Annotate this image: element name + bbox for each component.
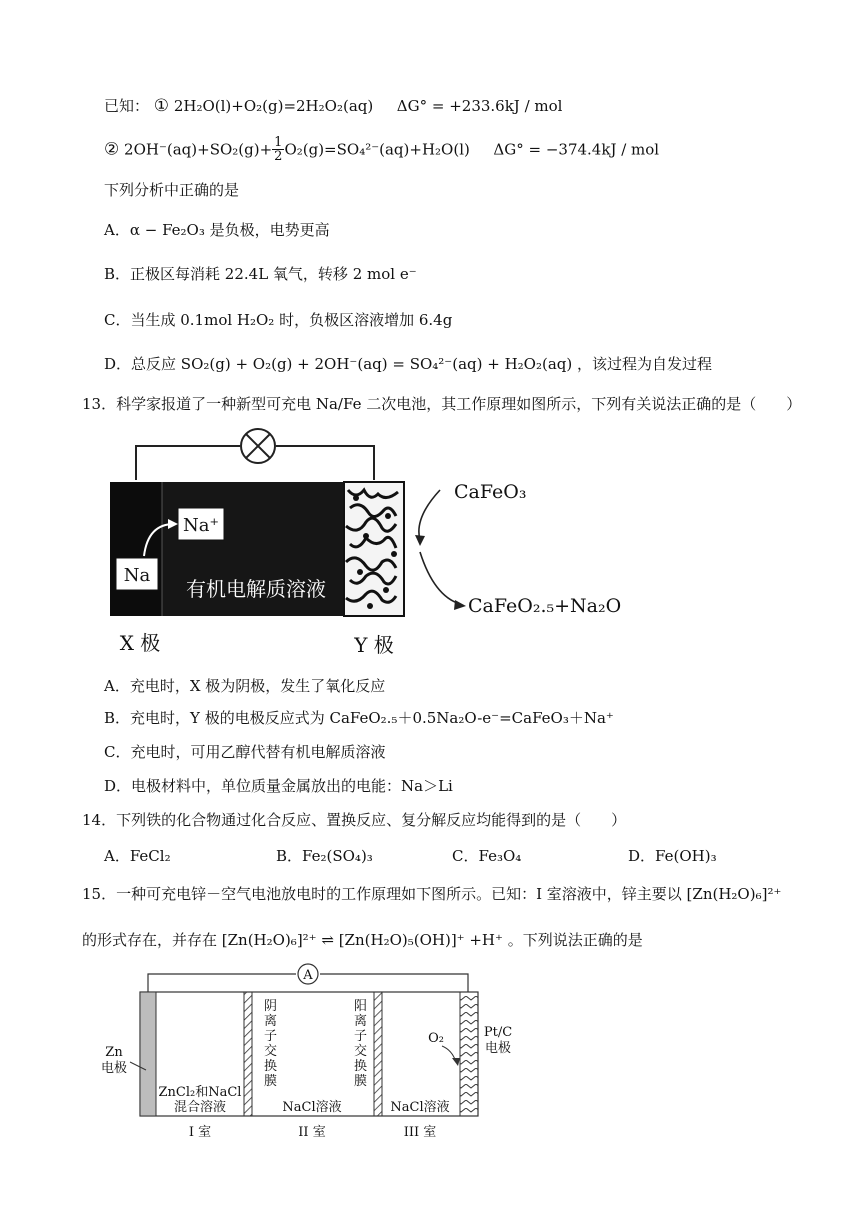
eq2-delta-g: ΔG° = −374.4kJ / mol xyxy=(493,140,660,159)
q14-option-a: A．FeCl₂ xyxy=(104,847,171,865)
q13-option-a: A．充电时，X 极为阴极，发生了氧化反应 xyxy=(104,677,386,695)
cation-membrane xyxy=(374,992,382,1116)
svg-text:阴: 阴 xyxy=(264,999,278,1014)
svg-text:离: 离 xyxy=(264,1014,278,1029)
room2-solution: NaCl溶液 xyxy=(282,1100,342,1115)
q14-option-b: B．Fe₂(SO₄)₃ xyxy=(276,847,373,865)
cafeo25-label: CaFeO₂.₅+Na₂O xyxy=(468,595,622,617)
y-electrode xyxy=(344,482,404,616)
known-eq2 xyxy=(104,136,659,170)
ammeter-label: A xyxy=(303,968,313,983)
svg-text:交: 交 xyxy=(264,1044,278,1059)
frac-numerator: 1 xyxy=(274,135,283,150)
pt-c-electrode-label: 电极 xyxy=(484,1041,512,1056)
svg-text:阳: 阳 xyxy=(354,999,368,1014)
q13-stem: 13．科学家报道了一种新型可充电 Na/Fe 二次电池，其工作原理如图所示，下列有关说法正确的是（ ） xyxy=(82,395,802,413)
svg-text:膜: 膜 xyxy=(264,1074,278,1089)
zn-electrode-label: 电极 xyxy=(100,1061,128,1076)
electrolyte-label: 有机电解质溶液 xyxy=(186,577,326,601)
pt-c-electrode xyxy=(460,992,478,1116)
eq2-right: O₂(g)=SO₄²⁻(aq)+H₂O(l) xyxy=(284,140,470,159)
y-pole-label: Y 极 xyxy=(354,633,394,657)
frac-denominator: 2 xyxy=(274,149,283,164)
q12-stem: 下列分析中正确的是 xyxy=(104,181,240,199)
room1-solution-line1: ZnCl₂和NaCl xyxy=(158,1085,242,1100)
q12-option-d: D．总反应 SO₂(g) + O₂(g) + 2OH⁻(aq) = SO₄²⁻(aq) + H₂O₂(aq) ，该过程为自发过程 xyxy=(104,355,712,373)
pt-c-label: Pt/C xyxy=(483,1025,513,1040)
room2-label: II 室 xyxy=(298,1125,326,1140)
q15-stem-line1: 15．一种可充电锌－空气电池放电时的工作原理如下图所示。已知：I 室溶液中，锌主要以 [Zn(H₂O)₆]²⁺ xyxy=(82,885,782,903)
svg-text:子: 子 xyxy=(354,1029,368,1044)
svg-text:子: 子 xyxy=(264,1029,278,1044)
room3-label: III 室 xyxy=(403,1125,437,1140)
q12-option-a: A．α − Fe₂O₃ 是负极，电势更高 xyxy=(104,221,330,239)
membrane2-label xyxy=(354,999,367,1089)
eq1-number: ① xyxy=(153,96,170,116)
known-prefix: 已知： xyxy=(104,97,150,115)
svg-text:膜: 膜 xyxy=(354,1074,368,1089)
q14-option-c: C．Fe₃O₄ xyxy=(452,847,522,865)
anion-membrane xyxy=(244,992,252,1116)
known-eq1 xyxy=(104,96,562,116)
svg-text:交: 交 xyxy=(354,1044,368,1059)
eq2-left: 2OH⁻(aq)+SO₂(g)+ xyxy=(124,140,273,159)
cafeo3-label: CaFeO₃ xyxy=(454,481,527,503)
o2-label: O₂ xyxy=(428,1031,444,1046)
svg-text:换: 换 xyxy=(354,1059,368,1074)
q12-option-c: C．当生成 0.1mol H₂O₂ 时，负极区溶液增加 6.4g xyxy=(104,311,453,329)
membrane1-label xyxy=(264,999,277,1089)
q13-battery-diagram xyxy=(104,428,634,664)
eq1-text: 2H₂O(l)+O₂(g)=2H₂O₂(aq) xyxy=(173,97,374,115)
room1-label: I 室 xyxy=(188,1125,212,1140)
q13-option-b: B．充电时，Y 极的电极反应式为 CaFeO₂.₅＋0.5Na₂O-e⁻=CaFeO₃＋Na⁺ xyxy=(104,709,614,727)
room1-solution-line2: 混合溶液 xyxy=(173,1100,227,1115)
q14-stem: 14．下列铁的化合物通过化合反应、置换反应、复分解反应均能得到的是（ ） xyxy=(82,811,627,829)
q12-option-b: B．正极区每消耗 22.4L 氧气，转移 2 mol e⁻ xyxy=(104,265,417,283)
svg-text:离: 离 xyxy=(354,1014,368,1029)
eq2-fraction xyxy=(272,136,284,163)
svg-text:换: 换 xyxy=(264,1059,278,1074)
q15-stem-line2: 的形式存在，并存在 [Zn(H₂O)₆]²⁺ ⇌ [Zn(H₂O)₅(OH)]⁺ +H⁺ 。下列说法正确的是 xyxy=(82,931,643,949)
na-plus-label: Na⁺ xyxy=(183,515,219,536)
q14-option-d: D．Fe(OH)₃ xyxy=(628,847,717,865)
eq1-delta-g: ΔG° = +233.6kJ / mol xyxy=(396,97,563,115)
q13-option-c: C．充电时，可用乙醇代替有机电解质溶液 xyxy=(104,743,386,761)
bulb-icon xyxy=(241,429,275,463)
q15-zinc-air-diagram xyxy=(96,964,513,1146)
zn-label: Zn xyxy=(105,1045,123,1060)
x-pole-label: X 极 xyxy=(119,631,161,655)
q13-option-d: D．电极材料中，单位质量金属放出的电能：Na＞Li xyxy=(104,777,453,795)
ammeter-icon xyxy=(298,964,318,984)
na-label: Na xyxy=(123,565,151,586)
eq2-number: ② xyxy=(104,139,120,160)
room3-solution: NaCl溶液 xyxy=(390,1100,450,1115)
